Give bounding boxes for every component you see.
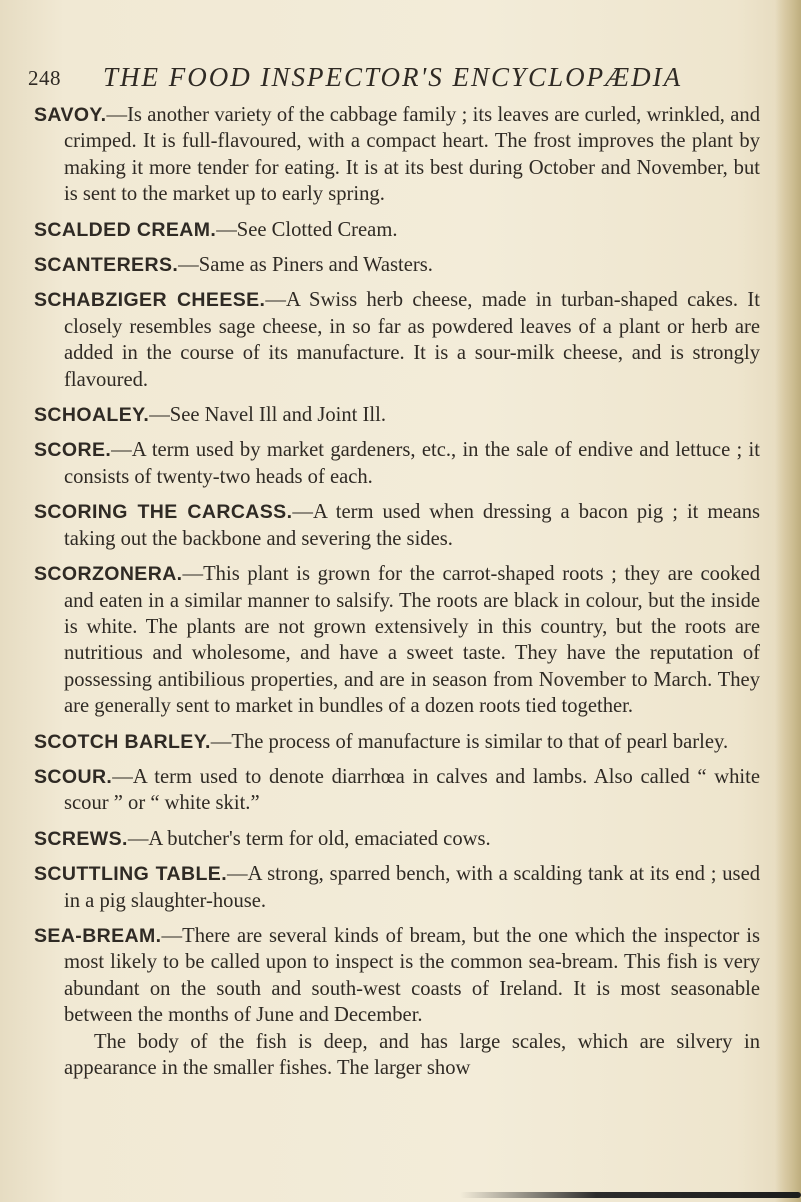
entry-text: —A term used to denote diarrhœa in calves and lambs. Also called “ white scour ” or “ white skit.” bbox=[64, 765, 760, 815]
entry-term: SCORE. bbox=[34, 439, 112, 462]
entry-term: SCORING THE CARCASS. bbox=[34, 501, 293, 524]
entry-text: —See Clotted Cream. bbox=[216, 218, 398, 241]
entry-score bbox=[34, 437, 760, 490]
entry-text: —This plant is grown for the carrot-shaped roots ; they are cooked and eaten in a similar manner to salsify. The roots are black in colour, but the inside is white. The plants are not grown extensively in this country, but the roots are nutritious and wholesome, and have a sweet taste. They have the reputation of possessing antibilious properties, and are in season from November to March. They are generally sent to market in bundles of a dozen roots tied together. bbox=[64, 563, 760, 718]
entry-term: SCOUR. bbox=[34, 765, 113, 788]
entry-text: —A term used by market gardeners, etc., in the sale of endive and lettuce ; it consists of twenty-two heads of each. bbox=[64, 439, 760, 488]
entry-text: —A term used when dressing a bacon pig ; it means taking out the backbone and severing the sides. bbox=[64, 501, 761, 550]
entry-scoring-the-carcass bbox=[34, 499, 760, 552]
entry-scotch-barley bbox=[34, 729, 760, 755]
entry-sea-bream bbox=[34, 923, 760, 1029]
entry-text: —A butcher's term for old, emaciated cows. bbox=[127, 827, 491, 850]
entry-term: SCANTERERS. bbox=[34, 254, 179, 277]
entry-term: SCHABZIGER CHEESE. bbox=[34, 289, 266, 312]
entry-text: —A strong, sparred bench, with a scalding tank at its end ; used in a pig slaughter-house. bbox=[64, 863, 761, 912]
entry-screws bbox=[34, 826, 760, 852]
entry-term: SEA-BREAM. bbox=[34, 924, 162, 947]
entry-term: SCOTCH BARLEY. bbox=[34, 730, 211, 753]
bottom-edge-rule bbox=[460, 1192, 801, 1198]
entry-text: —There are several kinds of bream, but the one which the inspector is most likely to be called upon to inspect is the common sea-bream. This fish is very abundant on the south and south-west coasts of Ireland. It is most seasonable between the months of June and December. bbox=[64, 924, 760, 1027]
entry-term: SCORZONERA. bbox=[34, 563, 183, 586]
entry-term: SCREWS. bbox=[34, 827, 128, 850]
entry-scanterers bbox=[34, 252, 760, 278]
entry-schoaley bbox=[34, 402, 760, 428]
entry-text: —The process of manufacture is similar to that of pearl barley. bbox=[210, 730, 729, 753]
entry-schabziger-cheese bbox=[34, 287, 760, 393]
entry-term: SAVOY. bbox=[34, 104, 107, 126]
page-number: 248 bbox=[28, 66, 61, 90]
page-header bbox=[28, 62, 748, 102]
page-edge-shadow bbox=[775, 0, 801, 1202]
encyclopedia-content bbox=[34, 102, 760, 1081]
entry-scour bbox=[34, 764, 760, 817]
continuation-paragraph: The body of the fish is deep, and has large scales, which are silvery in appearance in the smaller fishes. The larger show bbox=[64, 1030, 760, 1079]
entry-text: —A Swiss herb cheese, made in turban-shaped cakes. It closely resembles sage cheese, in so far as powdered leaves of a plant or herb are added in the course of its manufacture. It is a sour-milk cheese, and is strongly flavoured. bbox=[64, 289, 760, 391]
entry-term: SCALDED CREAM. bbox=[34, 218, 217, 241]
running-title: THE FOOD INSPECTOR'S ENCYCLOPÆDIA bbox=[103, 62, 683, 92]
entry-text: —See Navel Ill and Joint Ill. bbox=[149, 404, 386, 427]
entry-term: SCUTTLING TABLE. bbox=[34, 863, 228, 886]
entry-scuttling-table bbox=[34, 861, 760, 914]
entry-savoy bbox=[34, 102, 760, 208]
entry-text: —Same as Piners and Wasters. bbox=[178, 254, 433, 277]
entry-scalded-cream bbox=[34, 217, 760, 243]
entry-scorzonera bbox=[34, 561, 760, 719]
entry-text: —Is another variety of the cabbage family ; its leaves are curled, wrinkled, and crimped. It is full-flavoured, with a compact heart. The frost improves the plant by making it more tender for eating. It is at its best during October and November, but is sent to the market up to early spring. bbox=[64, 104, 760, 206]
entry-term: SCHOALEY. bbox=[34, 404, 150, 427]
